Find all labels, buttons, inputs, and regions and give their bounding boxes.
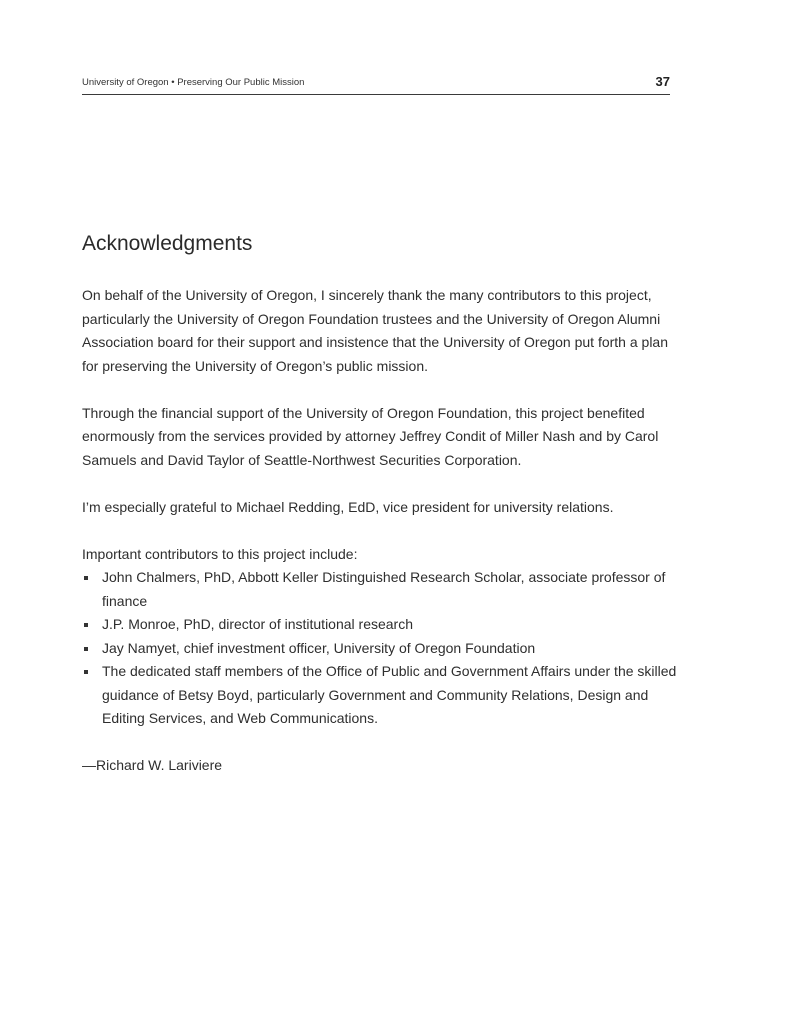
list-item: The dedicated staff members of the Office of Public and Government Affairs under the skilled guidance of Betsy Boyd, particularly Government and Community Relations, Design and Editing Services, and Web Communications. bbox=[82, 660, 682, 731]
running-title: University of Oregon • Preserving Our Public Mission bbox=[82, 77, 305, 88]
signature: —Richard W. Lariviere bbox=[82, 757, 223, 773]
paragraph-thanks: On behalf of the University of Oregon, I sincerely thank the many contributors to this project, particularly the University of Oregon Foundation trustees and the University of Oregon Alumni Association board for their support and insistence that the University of Oregon put forth a plan for preserving the University of Oregon’s public mission. bbox=[82, 287, 668, 374]
running-header bbox=[82, 74, 670, 95]
body-text bbox=[82, 284, 682, 801]
paragraph-gratitude: I’m especially grateful to Michael Redding, EdD, vice president for university relations. bbox=[82, 498, 614, 515]
contributors-intro: Important contributors to this project include: bbox=[82, 545, 358, 562]
list-item: John Chalmers, PhD, Abbott Keller Distinguished Research Scholar, associate professor of finance bbox=[82, 566, 682, 613]
list-item: Jay Namyet, chief investment officer, University of Oregon Foundation bbox=[82, 637, 682, 661]
paragraph-financial-support: Through the financial support of the University of Oregon Foundation, this project benefited enormously from the services provided by attorney Jeffrey Condit of Miller Nash and by Carol Samuels and David Taylor of Seattle-Northwest Securities Corporation. bbox=[82, 404, 659, 468]
page-title: Acknowledgments bbox=[82, 232, 253, 255]
list-item: J.P. Monroe, PhD, director of institutional research bbox=[82, 613, 682, 637]
page-number: 37 bbox=[655, 74, 670, 89]
contributors-list bbox=[82, 566, 682, 731]
